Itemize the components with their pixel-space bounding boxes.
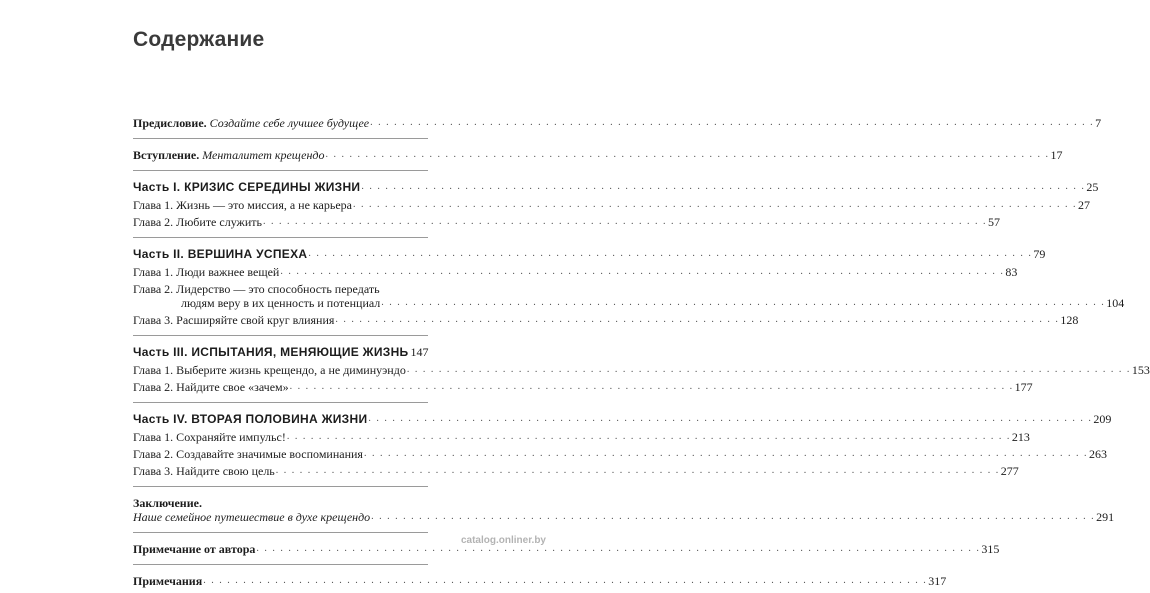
page-number: 83 — [1005, 265, 1018, 279]
chapter-title: Глава 2. Создавайте значимые воспоминания — [133, 447, 363, 461]
chapter-title: Глава 2. Найдите свое «зачем» — [133, 380, 289, 394]
toc-entry-author-note[interactable] — [133, 542, 1000, 556]
page-title: Содержание — [133, 28, 265, 51]
page-number: 147 — [410, 345, 429, 359]
chapter-title: Глава 1. Жизнь — это миссия, а не карьера — [133, 198, 353, 212]
toc-part-4[interactable] — [133, 412, 1112, 426]
toc-chapter[interactable] — [133, 430, 1030, 444]
intro-subtitle: Менталитет крещендо — [202, 148, 325, 162]
dot-leader — [368, 412, 1092, 426]
dot-leader — [263, 215, 987, 229]
page-number: 277 — [1000, 464, 1019, 478]
dot-leader — [381, 296, 1105, 310]
toc-part-2[interactable] — [133, 247, 1046, 261]
divider — [133, 335, 428, 336]
part-title: Часть II. ВЕРШИНА УСПЕХА — [133, 247, 308, 261]
page-number: 7 — [1095, 116, 1102, 130]
page-number: 315 — [981, 542, 1000, 556]
dot-leader — [335, 313, 1059, 327]
dot-leader — [371, 510, 1095, 524]
page-number: 79 — [1033, 247, 1046, 261]
chapter-title: Глава 1. Выберите жизнь крещендо, а не диминуэндо — [133, 363, 406, 377]
dot-leader — [364, 447, 1088, 461]
dot-leader — [290, 380, 1014, 394]
part-title: Часть IV. ВТОРАЯ ПОЛОВИНА ЖИЗНИ — [133, 412, 368, 426]
page-number: 57 — [987, 215, 1000, 229]
dot-leader — [370, 116, 1094, 130]
notes-label: Примечания — [133, 574, 203, 588]
divider — [133, 486, 428, 487]
page-number: 291 — [1096, 510, 1115, 524]
toc-chapter[interactable] — [133, 380, 1033, 394]
page-number: 153 — [1131, 363, 1150, 377]
page-number: 27 — [1078, 198, 1091, 212]
toc-chapter[interactable] — [133, 215, 1000, 229]
dot-leader — [326, 148, 1050, 162]
dot-leader — [287, 430, 1011, 444]
dot-leader — [280, 265, 1004, 279]
toc-chapter-multiline[interactable] — [133, 282, 1125, 310]
page-number: 209 — [1093, 412, 1112, 426]
toc-chapter[interactable] — [133, 265, 1018, 279]
divider — [133, 402, 428, 403]
toc-chapter[interactable] — [133, 447, 1107, 461]
dot-leader — [361, 180, 1085, 194]
toc-chapter[interactable] — [133, 313, 1079, 327]
page-number: 263 — [1088, 447, 1107, 461]
page-number: 104 — [1106, 296, 1125, 310]
toc-part-3[interactable] — [133, 345, 428, 359]
toc-chapter[interactable] — [133, 464, 1019, 478]
chapter-title: Глава 1. Люди важнее вещей — [133, 265, 280, 279]
dot-leader — [353, 198, 1077, 212]
chapter-title: Глава 3. Найдите свою цель — [133, 464, 275, 478]
dot-leader — [407, 363, 1131, 377]
dot-leader — [203, 574, 927, 588]
page-number: 17 — [1050, 148, 1063, 162]
divider — [133, 564, 428, 565]
toc-part-1[interactable] — [133, 180, 1099, 194]
part-title: Часть I. КРИЗИС СЕРЕДИНЫ ЖИЗНИ — [133, 180, 361, 194]
divider — [133, 170, 428, 171]
preface-subtitle: Создайте себе лучшее будущее — [209, 116, 370, 130]
page-number: 213 — [1011, 430, 1030, 444]
page-number: 128 — [1060, 313, 1079, 327]
toc-entry-notes[interactable] — [133, 574, 947, 588]
dot-leader — [256, 542, 980, 556]
page-number: 25 — [1086, 180, 1099, 194]
toc-entry-conclusion[interactable] — [133, 496, 1115, 524]
page-number: 317 — [928, 574, 947, 588]
toc-entry-intro[interactable] — [133, 148, 1063, 162]
chapter-title: Глава 3. Расширяйте свой круг влияния — [133, 313, 335, 327]
chapter-title-continued: людям веру в их ценность и потенциал — [181, 296, 381, 310]
chapter-title: Глава 2. Лидерство — это способность передать — [133, 282, 380, 296]
toc-chapter[interactable] — [133, 198, 1091, 212]
divider — [133, 138, 428, 139]
toc-entry-preface[interactable] — [133, 116, 1102, 130]
conclusion-label: Заключение. — [133, 496, 202, 510]
dot-leader — [308, 247, 1032, 261]
conclusion-subtitle: Наше семейное путешествие в духе крещендо — [133, 510, 371, 524]
divider — [133, 532, 428, 533]
divider — [133, 237, 428, 238]
dot-leader — [276, 464, 1000, 478]
intro-label: Вступление. — [133, 148, 200, 162]
author-note-label: Примечание от автора — [133, 542, 256, 556]
chapter-title: Глава 2. Любите служить — [133, 215, 262, 229]
toc-chapter[interactable] — [133, 363, 1150, 377]
chapter-title: Глава 1. Сохраняйте импульс! — [133, 430, 286, 444]
preface-label: Предисловие. — [133, 116, 207, 130]
watermark: catalog.onliner.by — [460, 535, 546, 546]
part-title: Часть III. ИСПЫТАНИЯ, МЕНЯЮЩИЕ ЖИЗНЬ — [133, 345, 409, 359]
page-number: 177 — [1014, 380, 1033, 394]
